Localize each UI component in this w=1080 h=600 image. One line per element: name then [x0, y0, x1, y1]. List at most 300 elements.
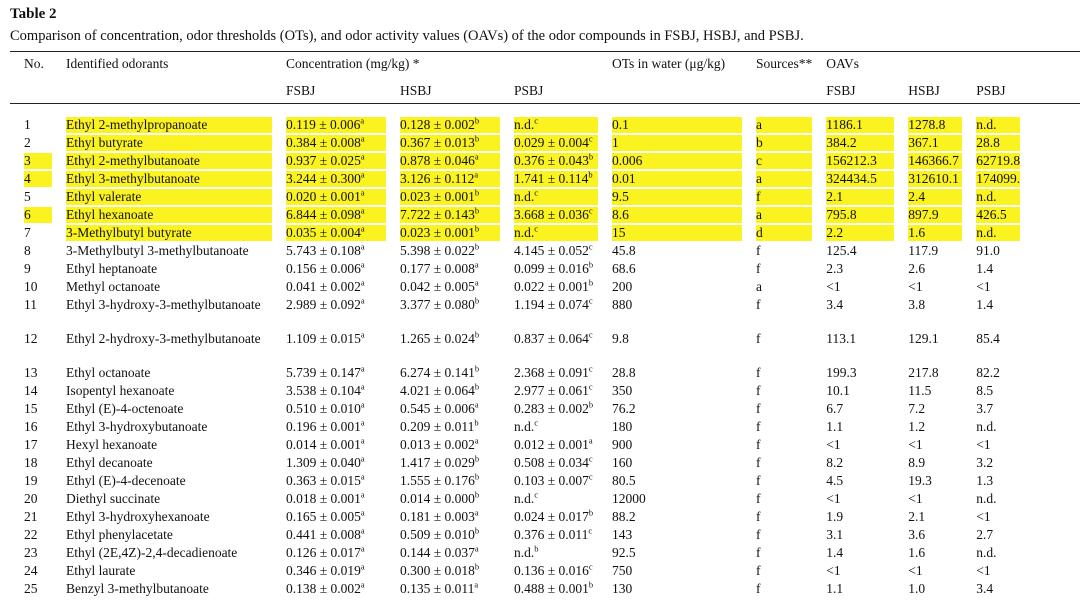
- cell-conc-fsbj: [272, 527, 386, 545]
- cell-oav-psbj-text: n.d.: [976, 545, 997, 560]
- cell-no-text: 15: [24, 401, 38, 416]
- cell-no-text: 25: [24, 581, 38, 596]
- cell-odorant: [52, 509, 272, 527]
- cell-source-text: a: [756, 117, 762, 132]
- cell-oav-fsbj-text: 3.1: [826, 527, 844, 542]
- header-row-main: [10, 56, 1020, 75]
- cell-ot: [598, 509, 742, 527]
- significance-letter: c: [534, 417, 539, 428]
- cell-conc-hsbj-text: 5.398 ± 0.022: [400, 243, 475, 258]
- cell-odorant: [52, 111, 272, 135]
- cell-oav-psbj-text: <1: [976, 563, 991, 578]
- cell-odorant-text: Ethyl 3-methylbutanoate: [66, 171, 200, 186]
- cell-oav-hsbj: [894, 455, 962, 473]
- cell-odorant: [52, 365, 272, 383]
- cell-conc-fsbj-text: 0.165 ± 0.005: [286, 509, 361, 524]
- cell-source-text: f: [756, 491, 761, 506]
- cell-odorant-text: Hexyl hexanoate: [66, 437, 158, 452]
- cell-odorant: [52, 243, 272, 261]
- significance-letter: b: [474, 417, 479, 428]
- cell-oav-hsbj-text: 19.3: [908, 473, 932, 488]
- cell-conc-psbj: [500, 207, 598, 225]
- significance-letter: b: [474, 133, 480, 144]
- cell-conc-psbj: [500, 135, 598, 153]
- cell-conc-psbj: [500, 243, 598, 261]
- cell-conc-hsbj: [386, 401, 500, 419]
- cell-oav-psbj: [962, 581, 1020, 599]
- cell-source: [742, 225, 812, 243]
- cell-source: [742, 279, 812, 297]
- cell-oav-hsbj: [894, 419, 962, 437]
- significance-letter: a: [474, 151, 479, 162]
- significance-letter: c: [588, 363, 593, 374]
- cell-conc-hsbj-text: 7.722 ± 0.143: [400, 207, 475, 222]
- cell-conc-hsbj-text: 0.300 ± 0.018: [400, 563, 475, 578]
- cell-no-text: 6: [24, 207, 31, 222]
- cell-conc-hsbj: [386, 473, 500, 491]
- cell-conc-hsbj-text: 0.128 ± 0.002: [400, 117, 475, 132]
- cell-oav-hsbj: [894, 383, 962, 401]
- significance-letter: b: [474, 205, 480, 216]
- cell-ot: [598, 473, 742, 491]
- cell-odorant-text: Ethyl (E)-4-octenoate: [66, 401, 184, 416]
- significance-letter: a: [474, 399, 479, 410]
- cell-ot-text: 900: [612, 437, 633, 452]
- cell-oav-fsbj: [812, 563, 894, 581]
- cell-oav-fsbj: [812, 261, 894, 279]
- significance-letter: a: [360, 579, 365, 590]
- cell-source: [742, 509, 812, 527]
- significance-letter: c: [588, 453, 593, 464]
- cell-oav-hsbj-text: 2.6: [908, 261, 926, 276]
- cell-oav-fsbj: [812, 509, 894, 527]
- cell-oav-hsbj-text: 3.8: [908, 297, 926, 312]
- cell-ot-text: 80.5: [612, 473, 636, 488]
- cell-conc-fsbj: [272, 297, 386, 331]
- cell-oav-fsbj-text: <1: [826, 279, 841, 294]
- cell-no-text: 9: [24, 261, 31, 276]
- cell-conc-hsbj-text: 3.377 ± 0.080: [400, 297, 475, 312]
- cell-conc-fsbj-text: 0.126 ± 0.017: [286, 545, 361, 560]
- header-row-sub: [10, 75, 1020, 111]
- cell-conc-fsbj: [272, 225, 386, 243]
- significance-letter: b: [588, 507, 594, 518]
- cell-ot: [598, 383, 742, 401]
- cell-oav-hsbj: [894, 207, 962, 225]
- table-row: [10, 401, 1020, 419]
- cell-oav-psbj: [962, 473, 1020, 491]
- cell-conc-fsbj: [272, 153, 386, 171]
- cell-conc-psbj: [500, 491, 598, 509]
- cell-oav-hsbj-text: 129.1: [908, 331, 939, 346]
- cell-ot: [598, 455, 742, 473]
- cell-ot: [598, 297, 742, 331]
- cell-source: [742, 111, 812, 135]
- col-header-concentration: Concentration (mg/kg) *: [286, 56, 420, 71]
- cell-conc-psbj: [500, 455, 598, 473]
- cell-oav-fsbj: [812, 473, 894, 491]
- cell-source-text: f: [756, 419, 761, 434]
- cell-oav-fsbj-text: <1: [826, 491, 841, 506]
- cell-oav-fsbj: [812, 111, 894, 135]
- cell-oav-hsbj-text: 146366.7: [908, 153, 959, 168]
- cell-source-text: f: [756, 455, 761, 470]
- significance-letter: c: [534, 187, 539, 198]
- cell-ot-text: 28.8: [612, 365, 636, 380]
- cell-conc-fsbj-text: 3.538 ± 0.104: [286, 383, 361, 398]
- cell-oav-psbj: [962, 111, 1020, 135]
- cell-conc-psbj-text: n.d.: [514, 545, 535, 560]
- cell-odorant-text: Ethyl hexanoate: [66, 207, 154, 222]
- cell-source-text: f: [756, 437, 761, 452]
- cell-conc-fsbj-text: 0.363 ± 0.015: [286, 473, 361, 488]
- cell-no-text: 3: [24, 153, 31, 168]
- cell-oav-psbj: [962, 563, 1020, 581]
- cell-conc-psbj-text: 2.368 ± 0.091: [514, 365, 589, 380]
- cell-source-text: f: [756, 365, 761, 380]
- cell-oav-hsbj-text: 1.0: [908, 581, 926, 596]
- cell-oav-psbj-text: 3.2: [976, 455, 994, 470]
- cell-oav-psbj-text: 28.8: [976, 135, 1000, 150]
- cell-no: [10, 207, 52, 225]
- cell-conc-fsbj: [272, 279, 386, 297]
- cell-oav-hsbj: [894, 111, 962, 135]
- cell-odorant-text: 3-Methylbutyl butyrate: [66, 225, 192, 240]
- cell-oav-fsbj-text: 1.9: [826, 509, 844, 524]
- cell-no: [10, 331, 52, 365]
- cell-oav-psbj-text: n.d.: [976, 117, 997, 132]
- cell-oav-fsbj-text: 2.2: [826, 225, 844, 240]
- cell-oav-hsbj: [894, 527, 962, 545]
- cell-source-text: a: [756, 171, 762, 186]
- cell-oav-hsbj-text: 1.2: [908, 419, 926, 434]
- table-row: [10, 297, 1020, 331]
- cell-conc-psbj-text: n.d.: [514, 225, 535, 240]
- cell-conc-psbj-text: n.d.: [514, 419, 535, 434]
- significance-letter: c: [588, 295, 593, 306]
- cell-conc-psbj-text: 3.668 ± 0.036: [514, 207, 589, 222]
- cell-oav-psbj: [962, 153, 1020, 171]
- cell-source: [742, 455, 812, 473]
- cell-conc-psbj: [500, 437, 598, 455]
- cell-conc-hsbj: [386, 135, 500, 153]
- cell-source: [742, 297, 812, 331]
- cell-ot: [598, 189, 742, 207]
- cell-ot-text: 0.1: [612, 117, 629, 132]
- cell-source-text: f: [756, 189, 761, 204]
- cell-conc-hsbj-text: 0.013 ± 0.002: [400, 437, 475, 452]
- cell-conc-fsbj: [272, 171, 386, 189]
- cell-odorant-text: Benzyl 3-methylbutanoate: [66, 581, 209, 596]
- significance-letter: a: [360, 241, 365, 252]
- cell-oav-psbj: [962, 455, 1020, 473]
- cell-conc-psbj: [500, 365, 598, 383]
- significance-letter: b: [474, 489, 480, 500]
- cell-conc-hsbj: [386, 243, 500, 261]
- significance-letter: a: [360, 417, 365, 428]
- cell-conc-fsbj: [272, 365, 386, 383]
- cell-odorant-text: Ethyl decanoate: [66, 455, 153, 470]
- cell-ot-text: 750: [612, 563, 633, 578]
- cell-conc-psbj: [500, 383, 598, 401]
- cell-oav-fsbj: [812, 365, 894, 383]
- cell-conc-hsbj-text: 0.023 ± 0.001: [400, 225, 475, 240]
- table-row: [10, 545, 1020, 563]
- significance-letter: a: [360, 169, 365, 180]
- cell-oav-psbj: [962, 297, 1020, 331]
- cell-source: [742, 527, 812, 545]
- cell-conc-psbj: [500, 563, 598, 581]
- cell-no: [10, 383, 52, 401]
- cell-conc-psbj-text: 2.977 ± 0.061: [514, 383, 589, 398]
- cell-source-text: f: [756, 383, 761, 398]
- cell-ot-text: 12000: [612, 491, 646, 506]
- cell-ot: [598, 437, 742, 455]
- cell-oav-psbj-text: 2.7: [976, 527, 994, 542]
- cell-source: [742, 545, 812, 563]
- cell-no: [10, 455, 52, 473]
- cell-oav-fsbj-text: 6.7: [826, 401, 844, 416]
- cell-source: [742, 331, 812, 365]
- cell-oav-fsbj: [812, 225, 894, 243]
- table-row: [10, 563, 1020, 581]
- cell-conc-hsbj: [386, 527, 500, 545]
- cell-conc-fsbj-text: 0.937 ± 0.025: [286, 153, 361, 168]
- significance-letter: a: [474, 579, 479, 590]
- col-header-oav-hsbj: HSBJ: [908, 83, 940, 98]
- cell-oav-psbj: [962, 171, 1020, 189]
- cell-conc-hsbj-text: 3.126 ± 0.112: [400, 171, 475, 186]
- cell-ot: [598, 563, 742, 581]
- cell-conc-hsbj: [386, 491, 500, 509]
- cell-oav-psbj-text: <1: [976, 279, 991, 294]
- cell-odorant: [52, 261, 272, 279]
- cell-source-text: f: [756, 261, 761, 276]
- cell-oav-psbj: [962, 545, 1020, 563]
- significance-letter: a: [360, 187, 365, 198]
- cell-odorant-text: Ethyl valerate: [66, 189, 142, 204]
- cell-no-text: 14: [24, 383, 38, 398]
- cell-conc-hsbj: [386, 365, 500, 383]
- cell-oav-hsbj: [894, 261, 962, 279]
- cell-no: [10, 261, 52, 279]
- cell-oav-fsbj: [812, 207, 894, 225]
- cell-conc-psbj-text: 0.136 ± 0.016: [514, 563, 589, 578]
- significance-letter: c: [588, 561, 593, 572]
- cell-oav-psbj-text: 3.7: [976, 401, 994, 416]
- cell-source: [742, 243, 812, 261]
- significance-letter: c: [588, 133, 593, 144]
- significance-letter: c: [588, 329, 593, 340]
- cell-no-text: 22: [24, 527, 38, 542]
- cell-odorant-text: Ethyl octanoate: [66, 365, 151, 380]
- significance-letter: a: [588, 435, 593, 446]
- cell-conc-psbj: [500, 261, 598, 279]
- cell-oav-fsbj: [812, 383, 894, 401]
- significance-letter: a: [360, 525, 365, 536]
- cell-oav-psbj: [962, 261, 1020, 279]
- significance-letter: b: [474, 525, 480, 536]
- cell-conc-fsbj-text: 0.346 ± 0.019: [286, 563, 361, 578]
- significance-letter: b: [588, 169, 593, 180]
- cell-oav-hsbj-text: 217.8: [908, 365, 939, 380]
- cell-oav-hsbj: [894, 437, 962, 455]
- cell-oav-hsbj: [894, 297, 962, 331]
- cell-source: [742, 419, 812, 437]
- cell-conc-hsbj: [386, 563, 500, 581]
- cell-conc-fsbj-text: 0.018 ± 0.001: [286, 491, 361, 506]
- cell-oav-hsbj-text: 1278.8: [908, 117, 946, 132]
- cell-conc-hsbj: [386, 189, 500, 207]
- cell-no-text: 4: [24, 171, 31, 186]
- table-row: [10, 111, 1020, 135]
- cell-oav-psbj-text: 1.4: [976, 261, 994, 276]
- cell-ot: [598, 153, 742, 171]
- cell-oav-fsbj-text: 384.2: [826, 135, 857, 150]
- cell-odorant-text: Ethyl (2E,4Z)-2,4-decadienoate: [66, 545, 238, 560]
- cell-conc-hsbj-text: 0.014 ± 0.000: [400, 491, 475, 506]
- cell-oav-hsbj-text: 1.6: [908, 225, 926, 240]
- cell-conc-fsbj-text: 1.109 ± 0.015: [286, 331, 361, 346]
- cell-conc-hsbj-text: 6.274 ± 0.141: [400, 365, 475, 380]
- cell-conc-hsbj-text: 0.023 ± 0.001: [400, 189, 475, 204]
- significance-letter: a: [360, 277, 365, 288]
- cell-conc-hsbj: [386, 171, 500, 189]
- cell-oav-fsbj: [812, 279, 894, 297]
- cell-conc-psbj: [500, 401, 598, 419]
- cell-conc-psbj: [500, 297, 598, 331]
- cell-odorant-text: Ethyl 2-hydroxy-3-methylbutanoate: [66, 331, 261, 346]
- cell-ot-text: 143: [612, 527, 633, 542]
- cell-ot: [598, 365, 742, 383]
- cell-oav-psbj-text: 91.0: [976, 243, 1000, 258]
- cell-no-text: 16: [24, 419, 38, 434]
- cell-oav-psbj: [962, 365, 1020, 383]
- cell-odorant-text: Ethyl 2-methylbutanoate: [66, 153, 200, 168]
- cell-oav-psbj: [962, 509, 1020, 527]
- cell-oav-psbj-text: 1.4: [976, 297, 994, 312]
- table-row: [10, 491, 1020, 509]
- significance-letter: b: [474, 187, 480, 198]
- col-header-oav-psbj: PSBJ: [976, 83, 1006, 98]
- cell-odorant-text: Ethyl 2-methylpropanoate: [66, 117, 208, 132]
- cell-oav-fsbj-text: 795.8: [826, 207, 857, 222]
- cell-oav-psbj-text: n.d.: [976, 419, 997, 434]
- cell-source-text: f: [756, 545, 761, 560]
- cell-oav-fsbj: [812, 153, 894, 171]
- cell-conc-psbj: [500, 153, 598, 171]
- cell-oav-fsbj-text: 1.1: [826, 581, 844, 596]
- significance-letter: c: [588, 525, 593, 536]
- significance-letter: c: [534, 489, 539, 500]
- cell-ot-text: 200: [612, 279, 633, 294]
- table-row: [10, 419, 1020, 437]
- cell-oav-fsbj-text: 156212.3: [826, 153, 877, 168]
- cell-oav-hsbj: [894, 153, 962, 171]
- table-row: [10, 383, 1020, 401]
- cell-ot-text: 88.2: [612, 509, 636, 524]
- cell-oav-hsbj-text: 117.9: [908, 243, 939, 258]
- cell-conc-hsbj-text: 0.144 ± 0.037: [400, 545, 475, 560]
- cell-ot: [598, 491, 742, 509]
- significance-letter: c: [534, 115, 539, 126]
- cell-no: [10, 171, 52, 189]
- cell-conc-psbj-text: n.d.: [514, 491, 535, 506]
- cell-oav-hsbj-text: 367.1: [908, 135, 939, 150]
- cell-oav-fsbj-text: 3.4: [826, 297, 844, 312]
- significance-letter: b: [588, 579, 594, 590]
- cell-conc-fsbj-text: 0.441 ± 0.008: [286, 527, 361, 542]
- cell-odorant: [52, 171, 272, 189]
- cell-oav-hsbj: [894, 243, 962, 261]
- cell-conc-psbj-text: 1.741 ± 0.114: [514, 171, 589, 186]
- cell-ot-text: 0.01: [612, 171, 636, 186]
- cell-conc-fsbj-text: 0.020 ± 0.001: [286, 189, 361, 204]
- cell-source-text: f: [756, 401, 761, 416]
- cell-oav-psbj-text: 85.4: [976, 331, 1000, 346]
- significance-letter: a: [360, 295, 365, 306]
- cell-odorant: [52, 297, 272, 331]
- table-row: [10, 581, 1020, 599]
- table-row: [10, 207, 1020, 225]
- cell-oav-hsbj: [894, 171, 962, 189]
- col-header-conc-fsbj: FSBJ: [286, 83, 316, 98]
- cell-conc-psbj-text: 0.024 ± 0.017: [514, 509, 589, 524]
- cell-oav-hsbj-text: 897.9: [908, 207, 939, 222]
- cell-no-text: 17: [24, 437, 38, 452]
- cell-oav-hsbj: [894, 545, 962, 563]
- top-rule: [10, 51, 1080, 52]
- significance-letter: a: [360, 363, 365, 374]
- cell-source-text: f: [756, 331, 761, 346]
- cell-odorant-text: Ethyl 3-hydroxyhexanoate: [66, 509, 210, 524]
- table-row: [10, 455, 1020, 473]
- cell-conc-hsbj-text: 1.265 ± 0.024: [400, 331, 475, 346]
- cell-conc-hsbj-text: 0.545 ± 0.006: [400, 401, 475, 416]
- cell-conc-fsbj: [272, 419, 386, 437]
- cell-ot: [598, 545, 742, 563]
- cell-source: [742, 171, 812, 189]
- cell-oav-psbj-text: 3.4: [976, 581, 994, 596]
- cell-oav-hsbj-text: 2.4: [908, 189, 926, 204]
- cell-oav-fsbj-text: 10.1: [826, 383, 850, 398]
- cell-oav-hsbj-text: 11.5: [908, 383, 932, 398]
- cell-no-text: 1: [24, 117, 31, 132]
- cell-conc-fsbj-text: 1.309 ± 0.040: [286, 455, 361, 470]
- cell-no-text: 24: [24, 563, 38, 578]
- cell-source-text: f: [756, 581, 761, 596]
- cell-conc-hsbj-text: 0.181 ± 0.003: [400, 509, 475, 524]
- cell-conc-hsbj: [386, 153, 500, 171]
- cell-source: [742, 473, 812, 491]
- cell-conc-fsbj-text: 0.119 ± 0.006: [286, 117, 361, 132]
- cell-conc-psbj: [500, 189, 598, 207]
- table-row: [10, 473, 1020, 491]
- significance-letter: a: [474, 259, 479, 270]
- cell-conc-fsbj-text: 5.743 ± 0.108: [286, 243, 361, 258]
- cell-conc-fsbj: [272, 563, 386, 581]
- cell-oav-fsbj: [812, 135, 894, 153]
- odor-compounds-table: [10, 56, 1020, 599]
- cell-conc-fsbj: [272, 207, 386, 225]
- cell-conc-hsbj-text: 0.135 ± 0.011: [400, 581, 475, 596]
- cell-source-text: c: [756, 153, 762, 168]
- cell-conc-fsbj: [272, 383, 386, 401]
- cell-source: [742, 153, 812, 171]
- cell-oav-fsbj-text: 1186.1: [826, 117, 863, 132]
- significance-letter: c: [588, 381, 593, 392]
- cell-oav-psbj: [962, 437, 1020, 455]
